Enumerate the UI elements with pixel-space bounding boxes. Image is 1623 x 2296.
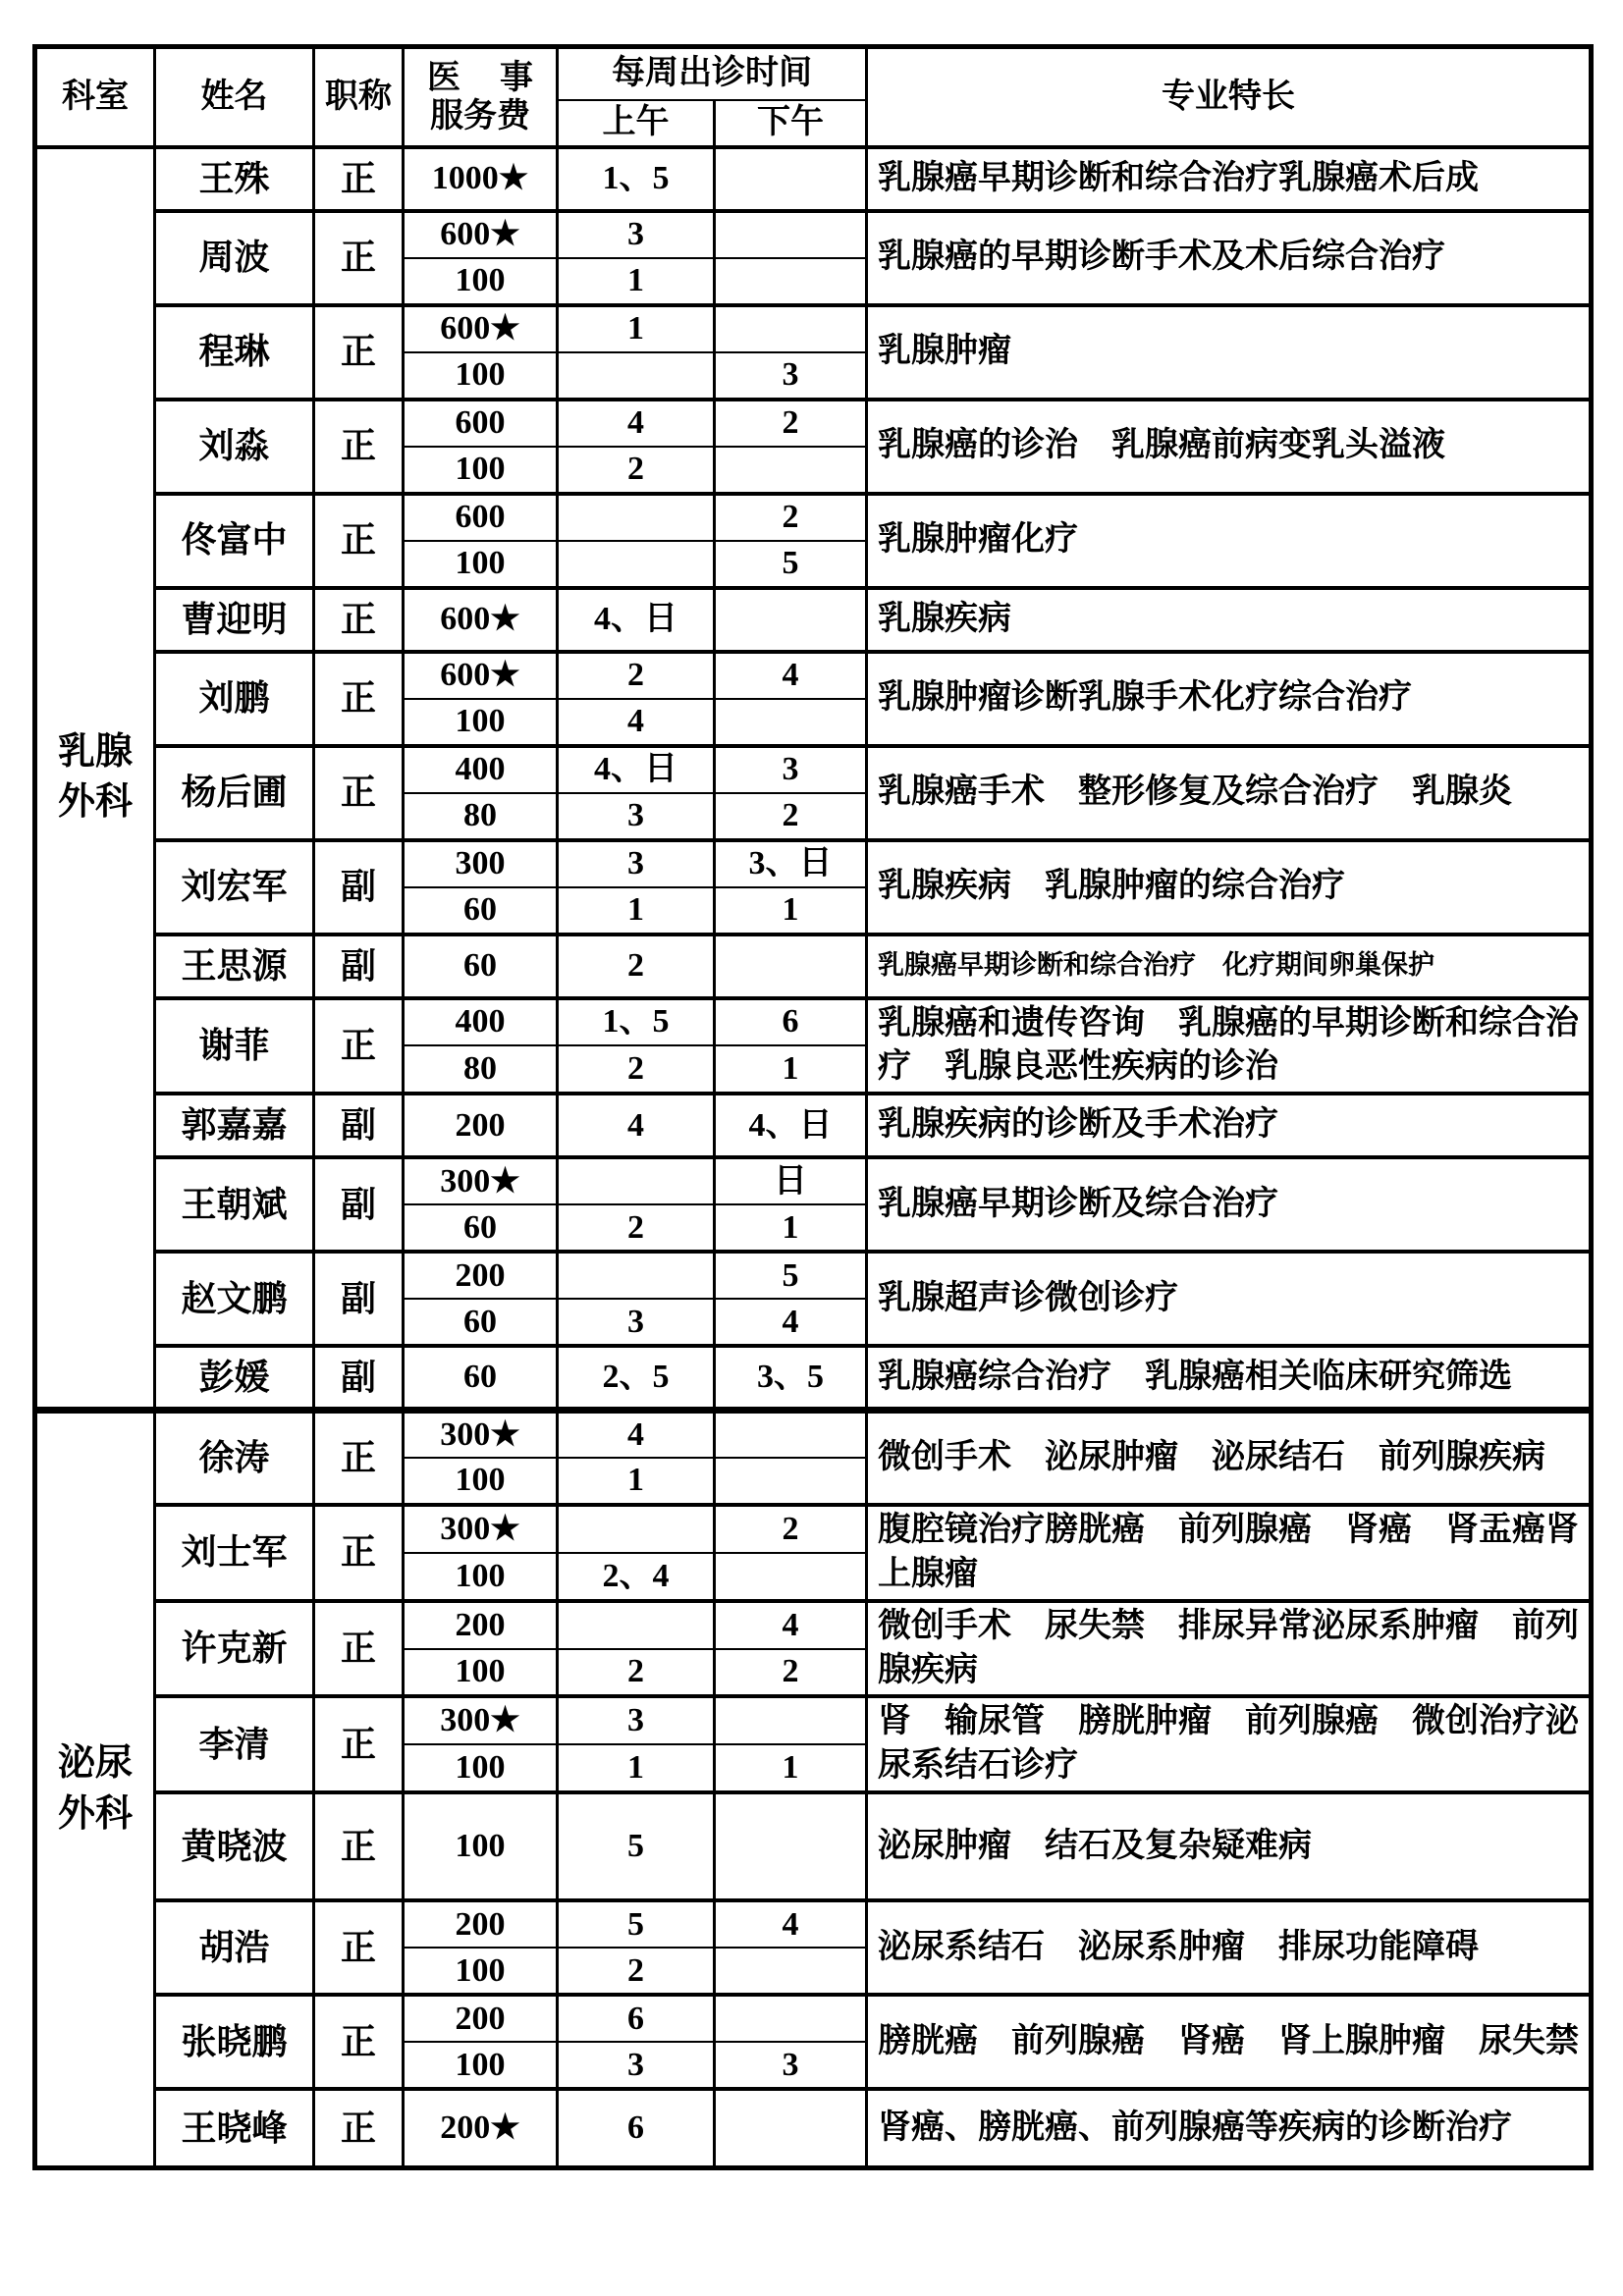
specialty-cell: 乳腺癌的诊治 乳腺癌前病变乳头溢液 (867, 400, 1592, 494)
am-schedule-cell: 1 (558, 305, 715, 352)
doctor-name-cell: 胡浩 (155, 1900, 314, 1995)
am-schedule-cell: 2 (558, 447, 715, 494)
fee-cell: 600★ (404, 588, 558, 652)
pm-schedule-cell: 3 (715, 746, 867, 793)
doctor-name-cell: 刘淼 (155, 400, 314, 494)
specialty-cell: 微创手术 泌尿肿瘤 泌尿结石 前列腺疾病 (867, 1410, 1592, 1505)
specialty-cell: 乳腺疾病 (867, 588, 1592, 652)
am-schedule-cell: 2 (558, 1948, 715, 1995)
doctor-title-cell: 正 (314, 1792, 404, 1900)
pm-schedule-cell: 2 (715, 400, 867, 447)
am-schedule-cell: 3 (558, 2042, 715, 2089)
am-schedule-cell: 2、4 (558, 1553, 715, 1601)
specialty-cell: 乳腺肿瘤 (867, 305, 1592, 400)
pm-schedule-cell (715, 305, 867, 352)
pm-schedule-cell: 4 (715, 1601, 867, 1649)
header-am: 上午 (558, 100, 715, 147)
doctor-name-cell: 谢菲 (155, 998, 314, 1095)
fee-cell: 60 (404, 1204, 558, 1252)
doctor-name-cell: 李清 (155, 1696, 314, 1792)
doctor-title-cell: 正 (314, 1900, 404, 1995)
doctor-title-cell: 正 (314, 494, 404, 588)
fee-cell: 300 (404, 840, 558, 887)
am-schedule-cell: 4 (558, 1094, 715, 1157)
am-schedule-cell (558, 352, 715, 400)
pm-schedule-cell: 4 (715, 1900, 867, 1948)
am-schedule-cell: 3 (558, 1696, 715, 1744)
fee-cell: 200 (404, 1094, 558, 1157)
doctor-name-cell: 王思源 (155, 934, 314, 998)
fee-cell: 300★ (404, 1410, 558, 1458)
doctor-title-cell: 副 (314, 1094, 404, 1157)
specialty-cell: 泌尿系结石 泌尿系肿瘤 排尿功能障碍 (867, 1900, 1592, 1995)
am-schedule-cell: 3 (558, 1299, 715, 1346)
pm-schedule-cell: 3、5 (715, 1346, 867, 1410)
fee-cell: 300★ (404, 1505, 558, 1553)
doctor-name-cell: 王殊 (155, 147, 314, 211)
specialty-cell: 腹腔镜治疗膀胱癌 前列腺癌 肾癌 肾盂癌肾上腺瘤 (867, 1505, 1592, 1601)
am-schedule-cell: 4 (558, 400, 715, 447)
doctor-name-cell: 程琳 (155, 305, 314, 400)
doctor-title-cell: 正 (314, 147, 404, 211)
am-schedule-cell: 2 (558, 1045, 715, 1094)
doctor-title-cell: 正 (314, 746, 404, 840)
pm-schedule-cell: 日 (715, 1157, 867, 1204)
fee-cell: 100 (404, 258, 558, 305)
specialty-cell: 泌尿肿瘤 结石及复杂疑难病 (867, 1792, 1592, 1900)
department-cell: 泌尿 外科 (35, 1410, 155, 2167)
pm-schedule-cell (715, 1948, 867, 1995)
pm-schedule-cell (715, 1410, 867, 1458)
doctor-name-cell: 许克新 (155, 1601, 314, 1697)
am-schedule-cell: 5 (558, 1900, 715, 1948)
doctor-title-cell: 副 (314, 840, 404, 934)
fee-cell: 60 (404, 1346, 558, 1410)
specialty-cell: 乳腺癌早期诊断及综合治疗 (867, 1157, 1592, 1252)
specialty-cell: 肾 输尿管 膀胱肿瘤 前列腺癌 微创治疗泌尿系结石诊疗 (867, 1696, 1592, 1792)
am-schedule-cell: 4、日 (558, 588, 715, 652)
fee-cell: 600 (404, 400, 558, 447)
specialty-cell: 肾癌、膀胱癌、前列腺癌等疾病的诊断治疗 (867, 2089, 1592, 2167)
fee-cell: 100 (404, 447, 558, 494)
fee-cell: 100 (404, 541, 558, 588)
am-schedule-cell (558, 541, 715, 588)
fee-cell: 100 (404, 1649, 558, 1697)
pm-schedule-cell (715, 934, 867, 998)
pm-schedule-cell (715, 1696, 867, 1744)
fee-cell: 100 (404, 1553, 558, 1601)
doctor-title-cell: 正 (314, 1601, 404, 1697)
pm-schedule-cell: 2 (715, 1505, 867, 1553)
am-schedule-cell: 3 (558, 840, 715, 887)
specialty-cell: 乳腺肿瘤诊断乳腺手术化疗综合治疗 (867, 652, 1592, 746)
doctor-title-cell: 副 (314, 934, 404, 998)
pm-schedule-cell (715, 211, 867, 258)
table-body (35, 147, 1592, 2168)
am-schedule-cell (558, 1601, 715, 1649)
department-cell: 乳腺 外科 (35, 147, 155, 1411)
specialty-cell: 乳腺癌和遗传咨询 乳腺癌的早期诊断和综合治疗 乳腺良恶性疾病的诊治 (867, 998, 1592, 1095)
pm-schedule-cell: 2 (715, 1649, 867, 1697)
specialty-cell: 乳腺疾病的诊断及手术治疗 (867, 1094, 1592, 1157)
pm-schedule-cell: 2 (715, 793, 867, 840)
fee-cell: 400 (404, 998, 558, 1046)
am-schedule-cell: 1、5 (558, 998, 715, 1046)
doctor-title-cell: 正 (314, 1505, 404, 1601)
fee-cell: 80 (404, 793, 558, 840)
pm-schedule-cell: 5 (715, 541, 867, 588)
fee-cell: 200 (404, 1995, 558, 2042)
doctor-name-cell: 刘宏军 (155, 840, 314, 934)
am-schedule-cell (558, 1252, 715, 1299)
fee-cell: 300★ (404, 1696, 558, 1744)
header-fee-char-2: 事 (500, 59, 533, 96)
pm-schedule-cell: 1 (715, 1744, 867, 1792)
pm-schedule-cell (715, 1792, 867, 1900)
pm-schedule-cell: 2 (715, 494, 867, 541)
fee-cell: 100 (404, 699, 558, 746)
header-fee-line2: 服务费 (430, 97, 530, 134)
doctor-name-cell: 彭媛 (155, 1346, 314, 1410)
pm-schedule-cell: 4 (715, 1299, 867, 1346)
specialty-cell: 微创手术 尿失禁 排尿异常泌尿系肿瘤 前列腺疾病 (867, 1601, 1592, 1697)
am-schedule-cell: 2 (558, 1649, 715, 1697)
fee-cell: 400 (404, 746, 558, 793)
doctor-title-cell: 正 (314, 998, 404, 1095)
am-schedule-cell: 4、日 (558, 746, 715, 793)
pm-schedule-cell (715, 258, 867, 305)
fee-cell: 60 (404, 1299, 558, 1346)
header-department: 科室 (35, 47, 155, 147)
doctor-name-cell: 杨后圃 (155, 746, 314, 840)
fee-cell: 300★ (404, 1157, 558, 1204)
doctor-name-cell: 徐涛 (155, 1410, 314, 1505)
header-fee (404, 47, 558, 147)
header-fee-char-1: 医 (427, 59, 460, 96)
pm-schedule-cell (715, 1553, 867, 1601)
am-schedule-cell (558, 494, 715, 541)
am-schedule-cell (558, 1505, 715, 1553)
doctor-name-cell: 黄晓波 (155, 1792, 314, 1900)
header-specialty: 专业特长 (867, 47, 1592, 147)
fee-cell: 600★ (404, 211, 558, 258)
am-schedule-cell: 1 (558, 887, 715, 934)
am-schedule-cell: 3 (558, 211, 715, 258)
fee-cell: 1000★ (404, 147, 558, 211)
pm-schedule-cell (715, 1458, 867, 1505)
doctor-title-cell: 副 (314, 1346, 404, 1410)
pm-schedule-cell (715, 699, 867, 746)
header-name: 姓名 (155, 47, 314, 147)
fee-cell: 200 (404, 1252, 558, 1299)
pm-schedule-cell (715, 1995, 867, 2042)
specialty-cell: 乳腺癌的早期诊断手术及术后综合治疗 (867, 211, 1592, 305)
fee-cell: 100 (404, 1458, 558, 1505)
table-header (35, 47, 1592, 147)
specialty-cell: 膀胱癌 前列腺癌 肾癌 肾上腺肿瘤 尿失禁 (867, 1995, 1592, 2089)
doctor-name-cell: 赵文鹏 (155, 1252, 314, 1346)
pm-schedule-cell: 3 (715, 352, 867, 400)
pm-schedule-cell (715, 588, 867, 652)
am-schedule-cell: 1 (558, 1744, 715, 1792)
am-schedule-cell: 6 (558, 1995, 715, 2042)
am-schedule-cell: 6 (558, 2089, 715, 2167)
fee-cell: 100 (404, 1792, 558, 1900)
doctor-title-cell: 正 (314, 1410, 404, 1505)
header-pm: 下午 (715, 100, 867, 147)
pm-schedule-cell (715, 2089, 867, 2167)
fee-cell: 100 (404, 1948, 558, 1995)
am-schedule-cell: 2、5 (558, 1346, 715, 1410)
specialty-cell: 乳腺癌早期诊断和综合治疗 化疗期间卵巢保护 (867, 934, 1592, 998)
pm-schedule-cell: 1 (715, 1045, 867, 1094)
doctor-title-cell: 副 (314, 1252, 404, 1346)
doctor-name-cell: 周波 (155, 211, 314, 305)
specialty-cell: 乳腺疾病 乳腺肿瘤的综合治疗 (867, 840, 1592, 934)
specialty-cell: 乳腺癌早期诊断和综合治疗乳腺癌术后成 (867, 147, 1592, 211)
pm-schedule-cell: 3、日 (715, 840, 867, 887)
fee-cell: 600★ (404, 652, 558, 699)
fee-cell: 600 (404, 494, 558, 541)
am-schedule-cell: 1、5 (558, 147, 715, 211)
pm-schedule-cell: 6 (715, 998, 867, 1046)
doctor-title-cell: 正 (314, 305, 404, 400)
specialty-cell: 乳腺癌综合治疗 乳腺癌相关临床研究筛选 (867, 1346, 1592, 1410)
fee-cell: 60 (404, 934, 558, 998)
fee-cell: 100 (404, 352, 558, 400)
doctor-name-cell: 刘士军 (155, 1505, 314, 1601)
header-weekly-schedule: 每周出诊时间 (558, 47, 867, 100)
doctor-title-cell: 正 (314, 1995, 404, 2089)
doctor-name-cell: 刘鹏 (155, 652, 314, 746)
fee-cell: 80 (404, 1045, 558, 1094)
header-title: 职称 (314, 47, 404, 147)
doctor-title-cell: 正 (314, 588, 404, 652)
pm-schedule-cell (715, 447, 867, 494)
am-schedule-cell: 1 (558, 258, 715, 305)
doctor-name-cell: 曹迎明 (155, 588, 314, 652)
specialty-cell: 乳腺癌手术 整形修复及综合治疗 乳腺炎 (867, 746, 1592, 840)
fee-cell: 60 (404, 887, 558, 934)
doctor-name-cell: 张晓鹏 (155, 1995, 314, 2089)
specialty-cell: 乳腺肿瘤化疗 (867, 494, 1592, 588)
fee-cell: 100 (404, 2042, 558, 2089)
specialty-cell: 乳腺超声诊微创诊疗 (867, 1252, 1592, 1346)
pm-schedule-cell: 4、日 (715, 1094, 867, 1157)
am-schedule-cell: 2 (558, 1204, 715, 1252)
doctor-name-cell: 王晓峰 (155, 2089, 314, 2167)
fee-cell: 600★ (404, 305, 558, 352)
fee-cell: 100 (404, 1744, 558, 1792)
fee-cell: 200★ (404, 2089, 558, 2167)
pm-schedule-cell: 1 (715, 1204, 867, 1252)
doctor-title-cell: 正 (314, 2089, 404, 2167)
am-schedule-cell: 3 (558, 793, 715, 840)
am-schedule-cell: 1 (558, 1458, 715, 1505)
doctor-title-cell: 正 (314, 211, 404, 305)
am-schedule-cell: 4 (558, 1410, 715, 1458)
doctor-title-cell: 正 (314, 1696, 404, 1792)
fee-cell: 200 (404, 1900, 558, 1948)
pm-schedule-cell: 1 (715, 887, 867, 934)
doctor-title-cell: 正 (314, 400, 404, 494)
doctor-title-cell: 正 (314, 652, 404, 746)
am-schedule-cell (558, 1157, 715, 1204)
am-schedule-cell: 5 (558, 1792, 715, 1900)
doctor-title-cell: 副 (314, 1157, 404, 1252)
pm-schedule-cell: 3 (715, 2042, 867, 2089)
am-schedule-cell: 4 (558, 699, 715, 746)
pm-schedule-cell: 4 (715, 652, 867, 699)
pm-schedule-cell: 5 (715, 1252, 867, 1299)
pm-schedule-cell (715, 147, 867, 211)
doctor-schedule-table (32, 44, 1594, 2170)
fee-cell: 200 (404, 1601, 558, 1649)
am-schedule-cell: 2 (558, 652, 715, 699)
doctor-name-cell: 佟富中 (155, 494, 314, 588)
doctor-name-cell: 王朝斌 (155, 1157, 314, 1252)
doctor-name-cell: 郭嘉嘉 (155, 1094, 314, 1157)
am-schedule-cell: 2 (558, 934, 715, 998)
